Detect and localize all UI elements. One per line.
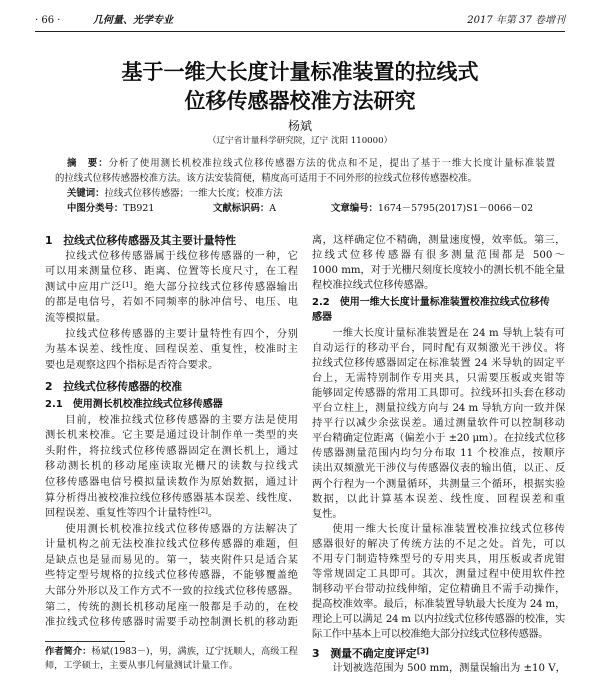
doc-code-label: 文献标识码：: [213, 203, 270, 214]
body-text-line: 计划被选范围为 500 mm，测量误输出为 ±10 V，: [332, 662, 566, 674]
subsection-title-line-2: 感器: [312, 312, 332, 324]
body-text-line: 测长机来校准。它主要是通过设计制作单一类型的夹: [45, 430, 298, 442]
citation-superscript: [3]: [416, 646, 429, 656]
body-text-line: 是缺点也是显而易见的。第一，装夹附件只是适合某: [45, 554, 298, 566]
section-heading-1: [45, 233, 298, 249]
doc-code-field: [213, 201, 331, 216]
footnote-label: 作者简介：: [45, 646, 92, 657]
abstract-label: 摘 要：: [67, 158, 109, 169]
classification-line: [55, 201, 555, 216]
body-text-line: 复性。: [312, 508, 343, 520]
citation-superscript: [1]: [122, 279, 133, 289]
clc-label: 中图分类号：: [67, 203, 124, 214]
body-text-line: 数据，以此计算基本误差、线性度、回程误差和重: [312, 493, 565, 505]
body-text-line: 使用测长机校准拉线式位移传感器的方法解决了: [65, 523, 298, 535]
subsection-number: 2.1: [45, 398, 63, 410]
body-text-line: 1000 mm，对于光栅尺刻度长度较小的测长机不能全量: [312, 265, 565, 277]
body-text-line: 感器很好的解决了传统方法的不足之处。首先，可以: [312, 538, 565, 550]
body-text-line: 流等模拟量。: [45, 312, 107, 324]
citation-superscript: [2]: [197, 505, 208, 515]
subsection-title-line-1: 使用一维大长度计量标准装置校准拉线式位移传: [339, 297, 550, 309]
body-text-line: 的都是电信号，若如不同频率的脉冲信号、电压、电: [45, 297, 298, 309]
body-text-line: 拉线式位移传感器固定在标准装置 24 米导轨的固定平: [312, 357, 565, 369]
abstract-text-1: 分析了使用测长机校准拉线式位移传感器方法的优点和不足，提出了基于一维大长度计量标准装置: [108, 158, 555, 169]
body-text-line: 制移动平台带动拉线伸缩，定位精确且不需手动操作，: [312, 584, 565, 596]
section-title: 测量不确定度评定: [330, 646, 417, 660]
body-text-line: 第二，传统的测长机移动尾座一般都是手动的，在校: [45, 601, 298, 613]
article-number-label: 文章编号：: [331, 203, 378, 214]
doc-code-value: A: [269, 203, 277, 214]
text-fragment: 。绝大部分拉线式位移传感器输出: [132, 281, 299, 293]
subsection-number: 2.2: [312, 297, 330, 309]
body-text-line: 理论上可以满足 24 m 以内拉线式位移传感器的校准，实: [312, 614, 565, 626]
body-text-line: 平台立柱上，测量拉线方向与 24 m 导轨方向一致并保: [312, 403, 565, 415]
author-footnote: [45, 645, 298, 673]
author-name: 杨斌: [287, 119, 312, 133]
right-column: [312, 233, 565, 676]
title-line-1: 基于一维大长度计量标准装置的拉线式: [121, 60, 479, 84]
body-text-line: 际工作中基本上可以校准绝大部分拉线式位移传感器。: [312, 629, 549, 641]
body-text-line: 拉线式位移传感器属于线位移传感器的一种，它: [65, 250, 298, 262]
running-header: [35, 12, 565, 32]
body-text-line: 头附件，将拉线式位移传感器固定在测长机上，通过: [45, 445, 298, 457]
section-heading-3: [312, 646, 565, 661]
body-text-line: 一维大长度计量标准装置是在 24 m 导轨上装有可: [332, 327, 565, 339]
article-number-value: 1674－5795(2017)S1－0066－02: [377, 203, 534, 214]
body-text-line: 要也是观察这四个指标是否符合要求。: [45, 359, 219, 371]
body-text-line: 为基本误差、线性度、回程误差、重复性，校准时主: [45, 344, 298, 356]
left-column: [45, 233, 298, 631]
body-text-line: [45, 280, 298, 296]
body-text-line: 可以用来测量位移、距离、位置等长度尺寸，在工程: [45, 266, 298, 278]
body-text-line: 拉线式位移传感器的主要计量特性有四个，分别: [65, 328, 298, 340]
body-text-line: 移动测长机的移动尾座读取光栅尺的读数与拉线式: [45, 461, 298, 473]
section-heading-2: [45, 379, 298, 395]
abstract-block: [55, 156, 555, 216]
body-text-line: 持平行以减少余弦误差。通过测量软件可以控制移动: [312, 418, 565, 430]
body-text-line: 提高校准效率。最后，标准装置导轨最大长度为 24 m，: [312, 599, 565, 611]
abstract-line-2: 的拉线式位移传感器校准方法。该方法安装简便，精度高可适用于不同外形的拉线式位移传感器校准。: [55, 173, 477, 184]
body-text-line: 两个行程为一个测量循环，共测量三个循环，根据实验: [312, 478, 565, 490]
paper-title: [0, 58, 600, 116]
section-number: 2: [45, 380, 53, 394]
body-text-line: 程校准拉线式位移传感器。: [312, 280, 435, 292]
section-title: 拉线式位移传感器的校准: [63, 380, 183, 394]
body-text-line: 些特定型号规格的拉线式位移传感器，不能够覆盖绝: [45, 570, 298, 582]
article-number-field: [331, 203, 533, 214]
body-text-line: 拉线式位移传感器有很多测量范围都是 500～: [312, 250, 565, 262]
text-fragment: 测试中应用广泛: [45, 281, 123, 293]
footnote-text-1: 杨斌(1983－)，男，满族，辽宁抚顺人，高级工程: [91, 646, 298, 657]
keywords-label: 关键词：: [67, 188, 105, 199]
journal-section: 几何量、光学专业: [93, 15, 173, 26]
clc-value: TB921: [123, 203, 155, 214]
clc-field: [67, 201, 213, 216]
footnote-line-1: [45, 645, 298, 659]
body-text-line: [45, 506, 298, 522]
body-text-line: 算分析得出被校准拉线位移传感器基本误差、线性度、: [45, 492, 298, 504]
body-text-line: 离，这样确定位不精确，测量速度慢，效率低。第三，: [312, 235, 565, 246]
section-number: 1: [45, 234, 53, 247]
body-text-line: 使用一维大长度计量标准装置校准拉线式位移传: [332, 523, 565, 535]
body-text-line: 读出双频激光干涉仪与传感器仪表的输出值，以正、反: [312, 463, 565, 475]
section-number: 3: [312, 646, 320, 660]
body-text-line: 等常规固定工具即可。其次，测量过程中使用软件控: [312, 569, 565, 581]
body-text-line: 目前，校准拉线式位移传感器的主要方法是使用: [65, 414, 298, 426]
author-affiliation: （辽宁省计量科学研究院，辽宁 沈阳 110000）: [207, 136, 393, 146]
body-text-line: 不用专门制造特殊型号的专用夹具，用压板或者虎钳: [312, 553, 565, 565]
subsection-heading-2-1: [45, 397, 298, 413]
body-text-line: 台上，无需特别制作专用夹具，只需要压板或夹钳等: [312, 372, 565, 384]
footnote-line-2: 师，工学硕士，主要从事几何量测试计量工作。: [45, 660, 238, 671]
body-text-line: 平台精确定位距离（偏差小于 ±20 μm）。在拉线式位移: [312, 433, 565, 445]
body-text-line: 传感器测量范围内均匀分布取 11 个校准点，按顺序: [312, 448, 565, 460]
body-text-line: 大部分外形以及工作方式不一致的拉线式位移传感器。: [45, 586, 298, 598]
body-text-line: 计量机构之前无法校准拉线式位移传感器的难题，但: [45, 539, 298, 551]
abstract-line-1: [55, 156, 555, 171]
keywords-text: 拉线式位移传感器；一维大长度；校准方法: [104, 188, 283, 199]
journal-issue: 2017 年第 37 卷增刊: [467, 15, 565, 26]
body-text-line: 位移传感器电信号模拟量读数作为原始数据，通过计: [45, 476, 298, 488]
title-line-2: 位移传感器校准方法研究: [184, 89, 416, 113]
keywords-line: [55, 186, 555, 201]
footnote-separator: [45, 641, 125, 642]
section-title: 拉线式位移传感器及其主要计量特性: [63, 234, 237, 247]
subsection-title: 使用测长机校准拉线式位移传感器: [72, 398, 223, 410]
text-fragment: 。: [207, 508, 219, 520]
subsection-heading-2-2: [312, 295, 565, 310]
text-fragment: 回程误差、重复性等四个计量特性: [45, 508, 198, 520]
page-number: · 66 ·: [35, 15, 61, 26]
body-text-line: 准拉线式位移传感器时需要手动控制测长机的移动距: [45, 617, 298, 629]
body-text-line: 能够固定传感器的常用工具即可。拉线环扣头套在移动: [312, 387, 565, 399]
body-text-line: 自动运行的移动平台，同时配有双频激光干涉仪。将: [312, 342, 565, 354]
